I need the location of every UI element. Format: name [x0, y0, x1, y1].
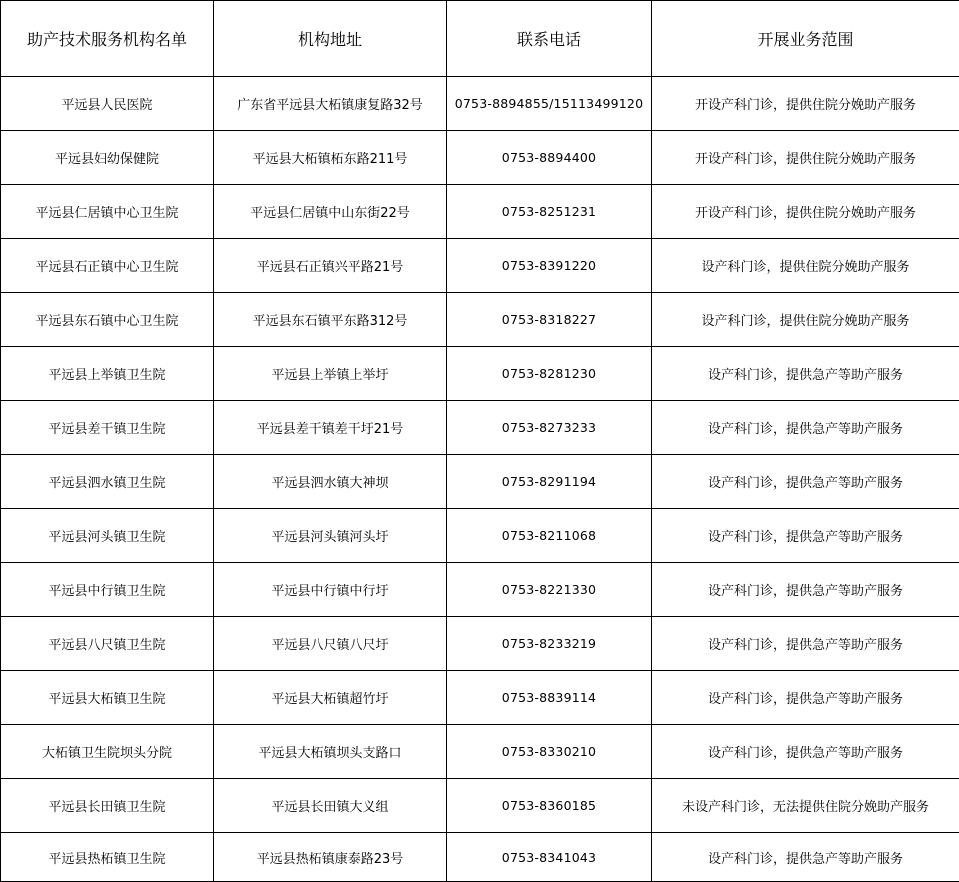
table-row [1, 239, 959, 293]
cell-scope: 设产科门诊，提供急产等助产服务 [652, 671, 959, 725]
cell-address: 平远县石正镇兴平路21号 [214, 239, 447, 293]
cell-scope: 设产科门诊，提供急产等助产服务 [652, 401, 959, 455]
cell-address: 广东省平远县大柘镇康复路32号 [214, 77, 447, 131]
header-phone: 联系电话 [447, 1, 652, 77]
cell-address: 平远县上举镇上举圩 [214, 347, 447, 401]
cell-name: 平远县上举镇卫生院 [1, 347, 214, 401]
cell-address: 平远县热柘镇康泰路23号 [214, 833, 447, 882]
table-row [1, 671, 959, 725]
cell-address: 平远县八尺镇八尺圩 [214, 617, 447, 671]
cell-scope: 设产科门诊，提供急产等助产服务 [652, 509, 959, 563]
cell-address: 平远县仁居镇中山东街22号 [214, 185, 447, 239]
cell-name: 平远县八尺镇卫生院 [1, 617, 214, 671]
table-row [1, 779, 959, 833]
cell-scope: 设产科门诊，提供急产等助产服务 [652, 563, 959, 617]
cell-phone: 0753-8281230 [447, 347, 652, 401]
cell-phone: 0753-8318227 [447, 293, 652, 347]
cell-name: 平远县泗水镇卫生院 [1, 455, 214, 509]
cell-phone: 0753-8291194 [447, 455, 652, 509]
cell-scope: 开设产科门诊，提供住院分娩助产服务 [652, 77, 959, 131]
cell-scope: 设产科门诊，提供急产等助产服务 [652, 455, 959, 509]
header-address: 机构地址 [214, 1, 447, 77]
table-row [1, 509, 959, 563]
cell-name: 平远县大柘镇卫生院 [1, 671, 214, 725]
cell-scope: 开设产科门诊，提供住院分娩助产服务 [652, 185, 959, 239]
cell-address: 平远县差干镇差干圩21号 [214, 401, 447, 455]
cell-phone: 0753-8360185 [447, 779, 652, 833]
cell-scope: 开设产科门诊，提供住院分娩助产服务 [652, 131, 959, 185]
cell-phone: 0753-8330210 [447, 725, 652, 779]
cell-address: 平远县河头镇河头圩 [214, 509, 447, 563]
cell-phone: 0753-8391220 [447, 239, 652, 293]
header-name: 助产技术服务机构名单 [1, 1, 214, 77]
cell-scope: 设产科门诊，提供住院分娩助产服务 [652, 293, 959, 347]
cell-address: 平远县中行镇中行圩 [214, 563, 447, 617]
table-row [1, 401, 959, 455]
cell-name: 平远县东石镇中心卫生院 [1, 293, 214, 347]
cell-name: 大柘镇卫生院坝头分院 [1, 725, 214, 779]
table-row [1, 77, 959, 131]
cell-scope: 设产科门诊，提供急产等助产服务 [652, 617, 959, 671]
cell-name: 平远县妇幼保健院 [1, 131, 214, 185]
cell-phone: 0753-8894400 [447, 131, 652, 185]
table-row [1, 563, 959, 617]
cell-phone: 0753-8251231 [447, 185, 652, 239]
cell-scope: 设产科门诊，提供急产等助产服务 [652, 347, 959, 401]
cell-phone: 0753-8273233 [447, 401, 652, 455]
cell-address: 平远县大柘镇坝头支路口 [214, 725, 447, 779]
table-row [1, 725, 959, 779]
cell-address: 平远县大柘镇超竹圩 [214, 671, 447, 725]
cell-address: 平远县大柘镇柘东路211号 [214, 131, 447, 185]
table-row [1, 617, 959, 671]
cell-address: 平远县东石镇平东路312号 [214, 293, 447, 347]
cell-address: 平远县泗水镇大神坝 [214, 455, 447, 509]
table-row [1, 185, 959, 239]
cell-name: 平远县仁居镇中心卫生院 [1, 185, 214, 239]
header-row [1, 1, 959, 77]
table-row [1, 347, 959, 401]
cell-name: 平远县河头镇卫生院 [1, 509, 214, 563]
cell-name: 平远县人民医院 [1, 77, 214, 131]
cell-phone: 0753-8341043 [447, 833, 652, 882]
cell-phone: 0753-8233219 [447, 617, 652, 671]
cell-name: 平远县热柘镇卫生院 [1, 833, 214, 882]
cell-scope: 设产科门诊，提供住院分娩助产服务 [652, 239, 959, 293]
table-row [1, 131, 959, 185]
cell-address: 平远县长田镇大义组 [214, 779, 447, 833]
table-row [1, 293, 959, 347]
cell-name: 平远县差干镇卫生院 [1, 401, 214, 455]
cell-phone: 0753-8211068 [447, 509, 652, 563]
cell-name: 平远县石正镇中心卫生院 [1, 239, 214, 293]
header-scope: 开展业务范围 [652, 1, 959, 77]
cell-name: 平远县长田镇卫生院 [1, 779, 214, 833]
cell-phone: 0753-8894855/15113499120 [447, 77, 652, 131]
cell-scope: 未设产科门诊，无法提供住院分娩助产服务 [652, 779, 959, 833]
table-row [1, 833, 959, 882]
cell-phone: 0753-8221330 [447, 563, 652, 617]
cell-scope: 设产科门诊，提供急产等助产服务 [652, 833, 959, 882]
cell-scope: 设产科门诊，提供急产等助产服务 [652, 725, 959, 779]
cell-phone: 0753-8839114 [447, 671, 652, 725]
table-row [1, 455, 959, 509]
cell-name: 平远县中行镇卫生院 [1, 563, 214, 617]
